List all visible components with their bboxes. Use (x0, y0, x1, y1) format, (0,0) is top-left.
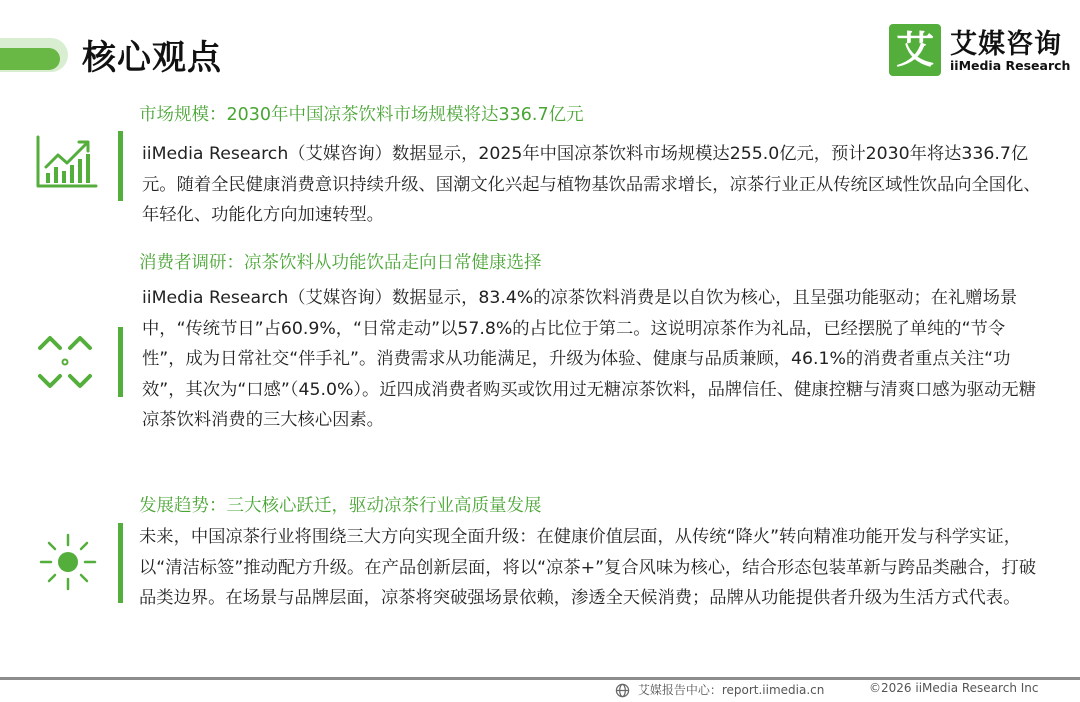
globe-icon (615, 683, 638, 697)
footer-source (615, 681, 824, 698)
logo-en-text: iiMedia Research (950, 58, 1071, 73)
page-title: 核心观点 (82, 38, 222, 78)
section-accent-bar (118, 131, 123, 201)
footer-source-text: 艾媒报告中心：report.iimedia.cn (637, 683, 825, 697)
logo-cn-text: 艾媒咨询 (950, 29, 1062, 60)
footer-copyright: ©2026 iiMedia Research Inc (869, 681, 1039, 695)
section-accent-bar (118, 523, 123, 603)
title-accent-pill-dark (0, 48, 60, 70)
footer-divider (0, 677, 1080, 680)
section-body: iiMedia Research（艾媒咨询）数据显示，83.4%的凉茶饮料消费是以自饮为核心，且呈强功能驱动；在礼赠场景中，“传统节日”占60.9%，“日常走动”以57.8%的占比位于第二。这说明凉茶作为礼品，已经摆脱了单纯的“节令性”，成为日常社交“伴手礼”。消费需求从功能满足，升级为体验、健康与品质兼顾，46.1%的消费者重点关注“功效”，其次为“口感”（45.0%）。近四成消费者购买或饮用过无糖凉茶饮料，品牌信任、健康控糖与清爽口感为驱动无糖凉茶饮料消费的三大核心因素。 (142, 288, 1036, 430)
title-accent-bar (0, 38, 70, 74)
arrows-converge-icon (35, 334, 95, 394)
logo-mark: 艾 (889, 24, 941, 76)
section-body: iiMedia Research（艾媒咨询）数据显示，2025年中国凉茶饮料市场规模达255.0亿元，预计2030年将达336.7亿元。随着全民健康消费意识持续升级、国潮文化兴起与植物基饮品需求增长，凉茶行业正从传统区域性饮品向全国化、年轻化、功能化方向加速转型。 (142, 144, 1041, 225)
sun-icon (38, 532, 98, 596)
iimedia-logo (889, 24, 1071, 78)
section-heading: 消费者调研：凉茶饮料从功能饮品走向日常健康选择 (139, 253, 542, 273)
section-accent-bar (118, 327, 123, 397)
growth-chart-icon (35, 133, 99, 193)
section-heading: 发展趋势：三大核心跃迁，驱动凉茶行业高质量发展 (139, 496, 542, 516)
section-heading: 市场规模：2030年中国凉茶饮料市场规模将达336.7亿元 (139, 105, 584, 125)
section-body: 未来，中国凉茶行业将围绕三大方向实现全面升级：在健康价值层面，从传统“降火”转向精准功能开发与科学实证，以“清洁标签”推动配方升级。在产品创新层面，将以“凉茶+”复合风味为核心，结合形态包装革新与跨品类融合，打破品类边界。在场景与品牌层面，凉茶将突破强场景依赖，渗透全天候消费；品牌从功能提供者升级为生活方式代表。 (139, 527, 1037, 608)
